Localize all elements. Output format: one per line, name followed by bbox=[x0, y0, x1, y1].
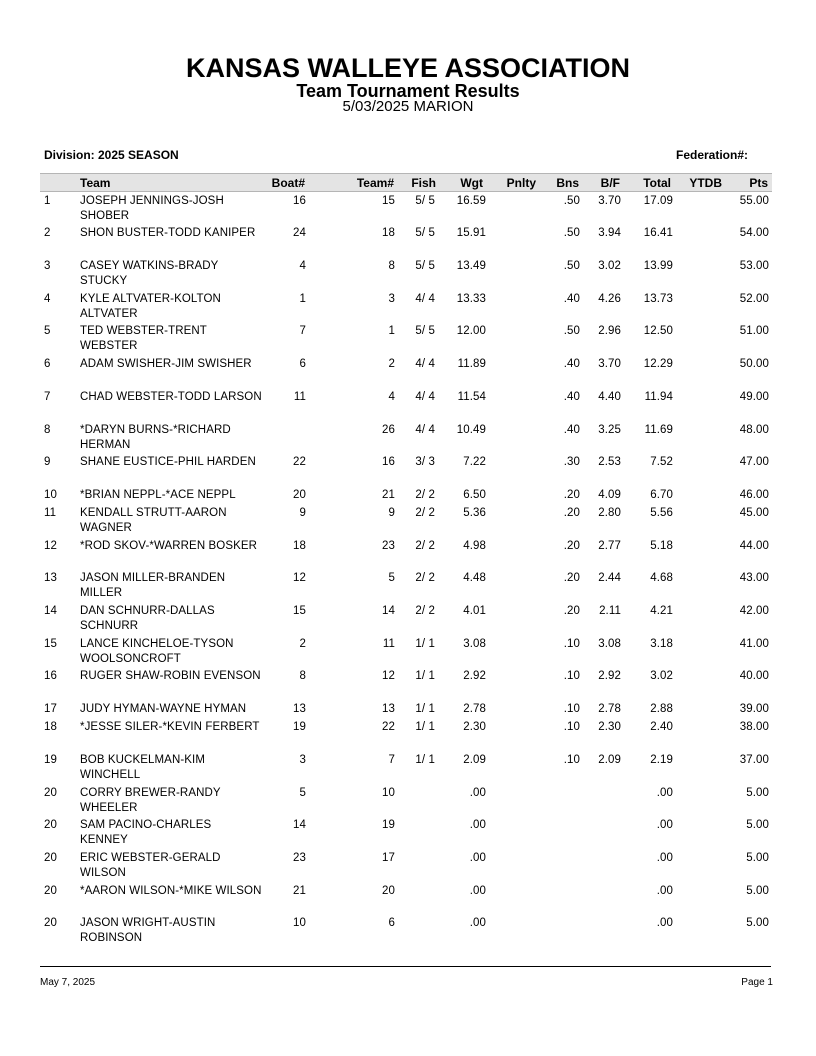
cell-place: 9 bbox=[44, 456, 51, 468]
cell-pts: 50.00 bbox=[739, 358, 769, 370]
report-title: KANSAS WALLEYE ASSOCIATION bbox=[185, 53, 631, 83]
cell-wgt: 16.59 bbox=[456, 195, 486, 207]
cell-total: 6.70 bbox=[650, 489, 673, 501]
cell-fish: 1/ 1 bbox=[415, 754, 435, 766]
cell-place: 20 bbox=[44, 917, 57, 929]
cell-team: KYLE ALTVATER-KOLTON ALTVATER bbox=[80, 293, 221, 320]
cell-total: 3.18 bbox=[650, 638, 673, 650]
cell-total: 11.94 bbox=[644, 391, 673, 403]
cell-bf: 2.80 bbox=[598, 507, 621, 519]
cell-boat: 9 bbox=[299, 507, 306, 519]
cell-pts: 38.00 bbox=[739, 721, 769, 733]
cell-bf: 2.53 bbox=[598, 456, 621, 468]
cell-total: 2.19 bbox=[650, 754, 673, 766]
cell-teamno: 15 bbox=[382, 195, 395, 207]
cell-bns: .50 bbox=[563, 195, 580, 207]
cell-place: 12 bbox=[44, 540, 57, 552]
cell-teamno: 8 bbox=[388, 260, 395, 272]
cell-pts: 5.00 bbox=[746, 787, 769, 799]
cell-bf: 3.08 bbox=[598, 638, 621, 650]
cell-bns: .10 bbox=[563, 721, 580, 733]
cell-bf: 4.09 bbox=[598, 489, 621, 501]
cell-bns: .40 bbox=[563, 293, 580, 305]
cell-bns: .40 bbox=[563, 358, 580, 370]
cell-fish: 2/ 2 bbox=[415, 605, 435, 617]
footer-rule bbox=[40, 966, 771, 967]
cell-fish: 1/ 1 bbox=[415, 721, 435, 733]
cell-boat: 3 bbox=[299, 754, 306, 766]
table-header bbox=[40, 173, 772, 192]
cell-total: 13.73 bbox=[643, 293, 673, 305]
cell-boat: 13 bbox=[293, 703, 306, 715]
cell-total: 13.99 bbox=[643, 260, 673, 272]
cell-place: 18 bbox=[44, 721, 57, 733]
cell-teamno: 4 bbox=[388, 391, 395, 403]
cell-fish: 2/ 2 bbox=[415, 507, 435, 519]
cell-wgt: 2.92 bbox=[463, 670, 486, 682]
cell-wgt: .00 bbox=[469, 787, 486, 799]
cell-fish: 4/ 4 bbox=[415, 391, 435, 403]
cell-total: .00 bbox=[656, 917, 673, 929]
cell-team: DAN SCHNURR-DALLAS SCHNURR bbox=[80, 605, 215, 632]
cell-fish: 5/ 5 bbox=[415, 325, 435, 337]
cell-boat: 8 bbox=[299, 670, 306, 682]
cell-teamno: 23 bbox=[382, 540, 395, 552]
cell-team: ADAM SWISHER-JIM SWISHER bbox=[80, 358, 252, 370]
cell-total: 16.41 bbox=[643, 227, 673, 239]
cell-bf: 2.09 bbox=[598, 754, 621, 766]
cell-wgt: 2.78 bbox=[463, 703, 486, 715]
federation-label: Federation#: bbox=[675, 148, 748, 162]
cell-team: JASON WRIGHT-AUSTIN ROBINSON bbox=[80, 917, 216, 944]
cell-place: 8 bbox=[44, 424, 51, 436]
cell-pts: 52.00 bbox=[739, 293, 769, 305]
cell-team: JASON MILLER-BRANDEN MILLER bbox=[80, 572, 226, 599]
cell-team: JOSEPH JENNINGS-JOSH SHOBER bbox=[80, 195, 224, 222]
cell-wgt: 13.49 bbox=[456, 260, 486, 272]
cell-fish: 1/ 1 bbox=[415, 703, 435, 715]
cell-bns: .20 bbox=[563, 540, 580, 552]
cell-wgt: 4.48 bbox=[463, 572, 486, 584]
cell-place: 17 bbox=[44, 703, 57, 715]
cell-bns: .20 bbox=[563, 572, 580, 584]
cell-team: KENDALL STRUTT-AARON WAGNER bbox=[80, 507, 227, 534]
cell-fish: 2/ 2 bbox=[415, 572, 435, 584]
cell-pts: 5.00 bbox=[746, 885, 769, 897]
cell-team: LANCE KINCHELOE-TYSON WOOLSONCROFT bbox=[80, 638, 234, 665]
cell-bns: .50 bbox=[563, 227, 580, 239]
cell-wgt: 4.98 bbox=[463, 540, 486, 552]
header-wgt: Wgt bbox=[460, 176, 483, 190]
header-boat: Boat# bbox=[271, 176, 305, 190]
cell-total: .00 bbox=[656, 819, 673, 831]
cell-pts: 37.00 bbox=[739, 754, 769, 766]
header-bns: Bns bbox=[556, 176, 579, 190]
cell-bf: 4.26 bbox=[598, 293, 621, 305]
cell-team: *DARYN BURNS-*RICHARD HERMAN bbox=[80, 424, 231, 451]
cell-place: 20 bbox=[44, 885, 57, 897]
cell-place: 10 bbox=[44, 489, 57, 501]
cell-teamno: 17 bbox=[382, 852, 395, 864]
cell-bf: 3.70 bbox=[598, 195, 621, 207]
cell-place: 15 bbox=[44, 638, 57, 650]
cell-bns: .10 bbox=[563, 703, 580, 715]
cell-team: *BRIAN NEPPL-*ACE NEPPL bbox=[80, 489, 236, 501]
cell-pts: 55.00 bbox=[739, 195, 769, 207]
cell-teamno: 21 bbox=[382, 489, 395, 501]
cell-teamno: 9 bbox=[388, 507, 395, 519]
cell-pts: 48.00 bbox=[739, 424, 769, 436]
cell-wgt: 11.54 bbox=[457, 391, 486, 403]
cell-boat: 16 bbox=[293, 195, 306, 207]
cell-pts: 5.00 bbox=[746, 819, 769, 831]
cell-boat: 7 bbox=[299, 325, 306, 337]
cell-bns: .20 bbox=[563, 507, 580, 519]
cell-bns: .50 bbox=[563, 325, 580, 337]
cell-boat: 4 bbox=[299, 260, 306, 272]
cell-fish: 2/ 2 bbox=[415, 540, 435, 552]
cell-teamno: 1 bbox=[388, 325, 395, 337]
cell-bf: 2.78 bbox=[598, 703, 621, 715]
cell-pts: 39.00 bbox=[739, 703, 769, 715]
header-fish: Fish bbox=[411, 176, 436, 190]
cell-teamno: 26 bbox=[382, 424, 395, 436]
cell-team: SAM PACINO-CHARLES KENNEY bbox=[80, 819, 212, 846]
cell-total: 4.68 bbox=[650, 572, 673, 584]
cell-team: *ROD SKOV-*WARREN BOSKER bbox=[80, 540, 258, 552]
cell-boat: 15 bbox=[293, 605, 306, 617]
cell-wgt: 4.01 bbox=[463, 605, 486, 617]
cell-wgt: 11.89 bbox=[457, 358, 486, 370]
cell-place: 4 bbox=[44, 293, 51, 305]
cell-pts: 43.00 bbox=[739, 572, 769, 584]
cell-place: 16 bbox=[44, 670, 57, 682]
cell-pts: 47.00 bbox=[739, 456, 769, 468]
cell-boat: 5 bbox=[299, 787, 306, 799]
cell-wgt: 2.09 bbox=[463, 754, 486, 766]
cell-wgt: 3.08 bbox=[463, 638, 486, 650]
cell-place: 20 bbox=[44, 852, 57, 864]
cell-pts: 41.00 bbox=[739, 638, 769, 650]
division-label: Division: 2025 SEASON bbox=[44, 148, 179, 162]
cell-total: 17.09 bbox=[643, 195, 673, 207]
cell-fish: 5/ 5 bbox=[415, 227, 435, 239]
cell-bf: 3.94 bbox=[598, 227, 621, 239]
cell-place: 7 bbox=[44, 391, 51, 403]
cell-teamno: 5 bbox=[388, 572, 395, 584]
cell-bf: 2.30 bbox=[598, 721, 621, 733]
cell-wgt: 13.33 bbox=[456, 293, 486, 305]
cell-wgt: 12.00 bbox=[456, 325, 486, 337]
cell-team: CHAD WEBSTER-TODD LARSON bbox=[80, 391, 262, 403]
cell-teamno: 12 bbox=[382, 670, 395, 682]
cell-total: 7.52 bbox=[650, 456, 673, 468]
cell-wgt: 5.36 bbox=[463, 507, 486, 519]
cell-teamno: 10 bbox=[382, 787, 395, 799]
cell-teamno: 20 bbox=[382, 885, 395, 897]
cell-pts: 45.00 bbox=[739, 507, 769, 519]
cell-place: 5 bbox=[44, 325, 51, 337]
footer-page-number: Page 1 bbox=[741, 977, 773, 988]
cell-pts: 46.00 bbox=[739, 489, 769, 501]
cell-total: 5.18 bbox=[650, 540, 673, 552]
cell-bns: .40 bbox=[563, 391, 580, 403]
cell-wgt: 7.22 bbox=[463, 456, 486, 468]
cell-total: 4.21 bbox=[650, 605, 673, 617]
cell-bf: 2.92 bbox=[598, 670, 621, 682]
cell-pts: 5.00 bbox=[746, 917, 769, 929]
cell-wgt: 10.49 bbox=[456, 424, 486, 436]
cell-bns: .20 bbox=[563, 489, 580, 501]
cell-team: SHON BUSTER-TODD KANIPER bbox=[80, 227, 256, 239]
cell-total: 2.40 bbox=[650, 721, 673, 733]
cell-team: *JESSE SILER-*KEVIN FERBERT bbox=[80, 721, 260, 733]
cell-bf: 3.25 bbox=[598, 424, 621, 436]
header-ytdb: YTDB bbox=[689, 176, 722, 190]
cell-teamno: 11 bbox=[382, 638, 395, 650]
cell-total: .00 bbox=[656, 787, 673, 799]
cell-pts: 54.00 bbox=[739, 227, 769, 239]
cell-place: 2 bbox=[44, 227, 51, 239]
cell-pts: 42.00 bbox=[739, 605, 769, 617]
cell-boat: 23 bbox=[293, 852, 306, 864]
header-teamno: Team# bbox=[356, 176, 394, 190]
cell-pts: 44.00 bbox=[739, 540, 769, 552]
cell-fish: 2/ 2 bbox=[415, 489, 435, 501]
cell-team: BOB KUCKELMAN-KIM WINCHELL bbox=[80, 754, 206, 781]
cell-teamno: 14 bbox=[382, 605, 395, 617]
cell-team: JUDY HYMAN-WAYNE HYMAN bbox=[80, 703, 247, 715]
footer-date: May 7, 2025 bbox=[40, 977, 96, 988]
cell-boat: 12 bbox=[293, 572, 306, 584]
cell-bns: .40 bbox=[563, 424, 580, 436]
cell-team: CORRY BREWER-RANDY WHEELER bbox=[80, 787, 221, 814]
cell-fish: 1/ 1 bbox=[415, 638, 435, 650]
cell-boat: 1 bbox=[299, 293, 306, 305]
cell-boat: 2 bbox=[299, 638, 306, 650]
header-pts: Pts bbox=[749, 176, 768, 190]
cell-place: 13 bbox=[44, 572, 57, 584]
cell-total: 3.02 bbox=[650, 670, 673, 682]
cell-boat: 19 bbox=[293, 721, 306, 733]
cell-wgt: .00 bbox=[469, 852, 486, 864]
cell-pts: 40.00 bbox=[739, 670, 769, 682]
report-subtitle: Team Tournament Results bbox=[296, 81, 520, 101]
cell-bns: .50 bbox=[563, 260, 580, 272]
header-pnlty: Pnlty bbox=[506, 176, 536, 190]
cell-pts: 51.00 bbox=[739, 325, 769, 337]
cell-boat: 20 bbox=[293, 489, 306, 501]
cell-boat: 21 bbox=[293, 885, 306, 897]
cell-total: 12.50 bbox=[643, 325, 673, 337]
cell-total: .00 bbox=[656, 852, 673, 864]
cell-place: 14 bbox=[44, 605, 57, 617]
cell-fish: 4/ 4 bbox=[415, 293, 435, 305]
cell-boat: 22 bbox=[293, 456, 306, 468]
report-dateline: 5/03/2025 MARION bbox=[342, 98, 474, 115]
header-bf: B/F bbox=[600, 176, 620, 190]
cell-fish: 4/ 4 bbox=[415, 424, 435, 436]
cell-fish: 4/ 4 bbox=[415, 358, 435, 370]
cell-teamno: 7 bbox=[388, 754, 395, 766]
cell-total: 5.56 bbox=[650, 507, 673, 519]
cell-team: *AARON WILSON-*MIKE WILSON bbox=[80, 885, 262, 897]
cell-boat: 24 bbox=[293, 227, 306, 239]
cell-bns: .10 bbox=[563, 670, 580, 682]
cell-teamno: 3 bbox=[388, 293, 395, 305]
cell-pts: 49.00 bbox=[739, 391, 769, 403]
cell-place: 20 bbox=[44, 787, 57, 799]
cell-teamno: 22 bbox=[382, 721, 395, 733]
cell-teamno: 13 bbox=[382, 703, 395, 715]
cell-bf: 2.44 bbox=[598, 572, 621, 584]
cell-place: 19 bbox=[44, 754, 57, 766]
cell-place: 6 bbox=[44, 358, 51, 370]
cell-place: 11 bbox=[44, 507, 57, 519]
cell-team: TED WEBSTER-TRENT WEBSTER bbox=[80, 325, 207, 352]
cell-place: 20 bbox=[44, 819, 57, 831]
cell-team: ERIC WEBSTER-GERALD WILSON bbox=[80, 852, 221, 879]
cell-wgt: 6.50 bbox=[463, 489, 486, 501]
cell-bf: 2.77 bbox=[598, 540, 621, 552]
cell-fish: 3/ 3 bbox=[415, 456, 435, 468]
cell-teamno: 6 bbox=[388, 917, 395, 929]
cell-bns: .10 bbox=[563, 638, 580, 650]
cell-bf: 4.40 bbox=[598, 391, 621, 403]
cell-teamno: 16 bbox=[382, 456, 395, 468]
cell-boat: 6 bbox=[299, 358, 306, 370]
cell-total: 12.29 bbox=[643, 358, 673, 370]
cell-fish: 5/ 5 bbox=[415, 260, 435, 272]
cell-teamno: 2 bbox=[388, 358, 395, 370]
cell-place: 3 bbox=[44, 260, 51, 272]
cell-total: 11.69 bbox=[644, 424, 673, 436]
cell-teamno: 18 bbox=[382, 227, 395, 239]
cell-bf: 2.96 bbox=[598, 325, 621, 337]
cell-total: 2.88 bbox=[650, 703, 673, 715]
cell-place: 1 bbox=[44, 195, 51, 207]
cell-wgt: 2.30 bbox=[463, 721, 486, 733]
cell-bf: 3.70 bbox=[598, 358, 621, 370]
cell-fish: 1/ 1 bbox=[415, 670, 435, 682]
cell-boat: 14 bbox=[293, 819, 306, 831]
cell-boat: 18 bbox=[293, 540, 306, 552]
cell-team: CASEY WATKINS-BRADY STUCKY bbox=[80, 260, 219, 287]
cell-boat: 10 bbox=[293, 917, 306, 929]
cell-teamno: 19 bbox=[382, 819, 395, 831]
header-team: Team bbox=[80, 176, 111, 190]
cell-wgt: .00 bbox=[469, 819, 486, 831]
cell-team: RUGER SHAW-ROBIN EVENSON bbox=[80, 670, 261, 682]
cell-bf: 2.11 bbox=[599, 605, 621, 617]
cell-bf: 3.02 bbox=[598, 260, 621, 272]
header-total: Total bbox=[643, 176, 671, 190]
cell-fish: 5/ 5 bbox=[415, 195, 435, 207]
cell-boat: 11 bbox=[293, 391, 306, 403]
cell-bns: .20 bbox=[563, 605, 580, 617]
cell-pts: 5.00 bbox=[746, 852, 769, 864]
cell-wgt: 15.91 bbox=[456, 227, 486, 239]
cell-pts: 53.00 bbox=[739, 260, 769, 272]
cell-total: .00 bbox=[656, 885, 673, 897]
cell-wgt: .00 bbox=[469, 917, 486, 929]
cell-wgt: .00 bbox=[469, 885, 486, 897]
cell-bns: .30 bbox=[563, 456, 580, 468]
cell-bns: .10 bbox=[563, 754, 580, 766]
cell-team: SHANE EUSTICE-PHIL HARDEN bbox=[80, 456, 256, 468]
